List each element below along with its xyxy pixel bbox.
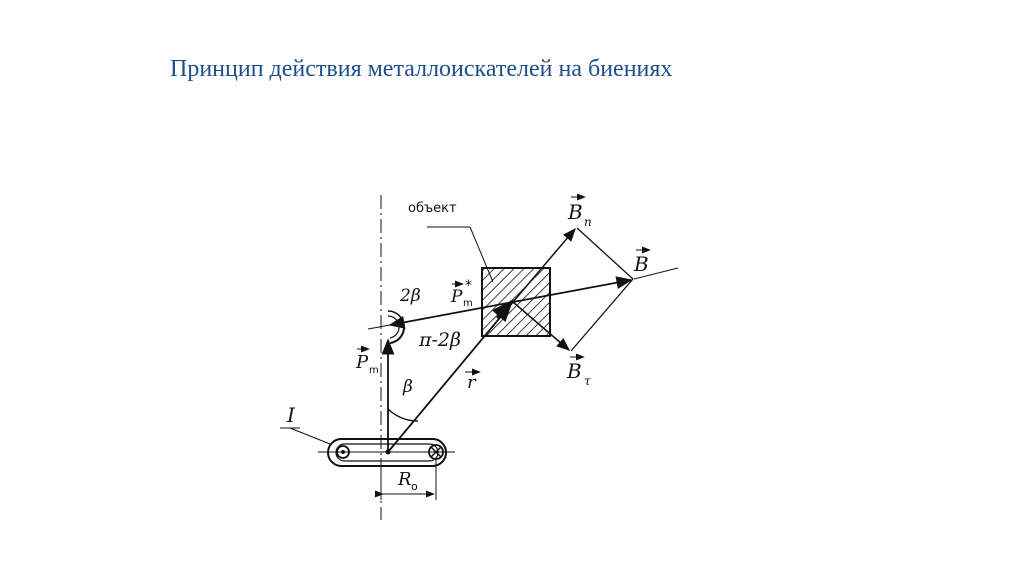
slide-title: Принцип действия металлоискателей на биениях [170,56,673,82]
beta-label: β [403,377,413,397]
coil-label: I [287,403,295,427]
coil-leader [290,428,330,444]
pm-label: P [356,352,369,373]
bn-subscript: n [584,215,592,229]
r0-subscript: o [411,480,418,493]
pm-star-superscript: * [465,278,472,294]
pi-minus-two-beta-arc [390,327,404,343]
pm-subscript: m [369,365,379,376]
coil-loop [318,439,455,466]
btau-subscript: τ [584,374,591,388]
b-label: B [634,252,649,276]
pm-star-subscript: m [463,298,473,309]
two-beta-label: 2β [400,286,421,306]
pm-star-label: P [451,287,463,307]
bn-label: B [568,200,583,224]
object-label: объект [408,201,457,216]
btau-label: B [567,359,582,383]
parallelogram-top [577,228,633,279]
r0-label: R [398,469,412,490]
pi-minus-two-beta-label: π-2β [419,329,461,351]
beta-arc [388,409,418,421]
r-label: r [467,372,476,393]
